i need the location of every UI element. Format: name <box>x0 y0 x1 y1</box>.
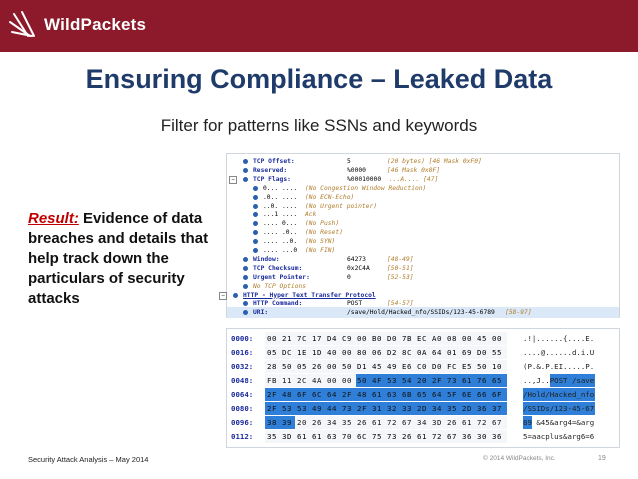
field-value: ...1 .... <box>263 211 298 219</box>
field-note: (No Urgent pointer) <box>305 202 378 210</box>
hex-bytes: 00 21 7C 17 D4 C9 00 B0 D0 7B EC A0 08 00 45 00 <box>267 334 502 343</box>
hex-offset: 0080: <box>231 404 254 413</box>
field-name: TCP Flags: <box>253 175 291 183</box>
hex-bytes: 35 3D 61 61 63 70 6C 75 73 26 61 72 67 36 30 36 <box>267 432 502 441</box>
hex-offset: 0048: <box>231 376 254 385</box>
field-note: (No Congestion Window Reduction) <box>305 184 427 192</box>
field-node-icon <box>243 275 248 280</box>
field-name: HTTP - Hyper Text Transfer Protocol <box>243 291 376 299</box>
field-note: [52-53] <box>387 273 414 281</box>
field-value: ..0. .... <box>263 202 298 210</box>
field-note: No TCP Options <box>253 282 307 290</box>
hex-ascii: .!|......{....E. <box>523 334 595 343</box>
field-value: %0000 <box>347 166 366 174</box>
slide-subtitle: Filter for patterns like SSNs and keywords <box>160 116 478 135</box>
field-note: [46 Mask 0x0F] <box>387 166 441 174</box>
hex-ascii: /SSIDs/123-45-67 <box>523 404 595 413</box>
field-node-icon <box>253 221 258 226</box>
hex-dump-panel[interactable] <box>226 328 620 448</box>
field-node-icon <box>243 284 248 289</box>
field-name: TCP Checksum: <box>253 264 303 272</box>
field-node-icon <box>243 310 248 315</box>
field-name: HTTP Command: <box>253 300 303 308</box>
field-name: Urgent Pointer: <box>253 273 310 281</box>
expand-toggle-icon[interactable]: − <box>219 292 227 300</box>
field-name: TCP Offset: <box>253 158 295 165</box>
field-note: [54-57] <box>387 300 414 308</box>
field-name: Reserved: <box>253 166 288 174</box>
field-note: ...A.... [47] <box>389 175 439 183</box>
logo-icon <box>8 10 42 40</box>
field-note: (No ECN-Echo) <box>305 193 355 201</box>
field-node-icon <box>253 239 258 244</box>
hex-bytes: 28 50 05 26 00 50 D1 45 49 E6 C0 D0 FC E5 50 10 <box>267 362 502 371</box>
hex-row[interactable] <box>227 374 619 387</box>
hex-bytes: 2F 48 6F 6C 64 2F 48 61 63 6B 65 64 5F 6E 66 6F <box>267 390 502 399</box>
hex-row[interactable] <box>227 388 619 401</box>
hex-ascii: ..,J..POST /save <box>523 376 595 385</box>
field-value: .... ..0. <box>263 238 298 246</box>
field-node-icon <box>243 257 248 262</box>
result-text-block <box>28 209 218 309</box>
field-note: [48-49] <box>387 255 414 263</box>
field-note: (No SYN) <box>305 238 336 246</box>
hex-offset: 0096: <box>231 418 254 427</box>
field-value: 0 <box>347 273 351 281</box>
field-value: 5 <box>347 158 351 165</box>
field-node-icon <box>243 301 248 306</box>
field-value: .0.. .... <box>263 193 298 201</box>
field-note: [58-97] <box>505 309 532 317</box>
field-value: 0... .... <box>263 184 298 192</box>
hex-ascii: (P.&.P.EI.....P. <box>523 362 595 371</box>
result-description: Evidence of data breaches and details that help track down the particulars of security attacks <box>28 210 209 307</box>
decode-row[interactable] <box>227 307 619 318</box>
field-node-icon <box>253 186 258 191</box>
field-node-icon <box>233 293 238 298</box>
slide-title: Ensuring Compliance – Leaked Data <box>85 64 553 94</box>
expand-toggle-icon[interactable]: − <box>229 176 237 184</box>
hex-row[interactable] <box>227 416 619 429</box>
hex-offset: 0064: <box>231 390 254 399</box>
hex-ascii: 5=aacplus&arg6=6 <box>523 432 595 441</box>
field-node-icon <box>253 248 258 253</box>
footer-copyright: © 2014 WildPackets, Inc. <box>483 455 556 462</box>
hex-ascii: ....@......d.i.U <box>523 348 595 357</box>
result-label: Result: <box>28 210 79 227</box>
field-node-icon <box>253 195 258 200</box>
field-node-icon <box>253 204 258 209</box>
hex-bytes: 05 DC 1E 1D 40 00 80 06 D2 8C 0A 64 01 69 D0 55 <box>267 348 502 357</box>
packet-decode-panel[interactable] <box>221 153 620 318</box>
field-value: POST <box>347 300 363 308</box>
field-value: .... ...0 <box>263 247 298 254</box>
field-node-icon <box>243 266 248 271</box>
field-value: %00010000 <box>347 175 382 183</box>
field-node-icon <box>253 212 258 217</box>
field-note: (No Reset) <box>305 229 343 237</box>
field-name: URI: <box>253 309 269 317</box>
hex-offset: 0000: <box>231 334 254 343</box>
hex-bytes: FB 11 2C 4A 00 00 50 4F 53 54 20 2F 73 61 76 65 <box>267 376 502 385</box>
hex-row[interactable] <box>227 332 619 345</box>
field-node-icon <box>243 177 248 182</box>
field-note: (No FIN) <box>305 247 336 254</box>
hex-row[interactable] <box>227 360 619 373</box>
hex-ascii: 89 &45&arg4=&arg <box>523 418 595 427</box>
field-note: Ack <box>305 211 317 219</box>
hex-bytes: 38 39 20 26 34 35 26 61 72 67 34 3D 26 61 72 67 <box>267 418 502 427</box>
field-value: .... .0.. <box>263 229 298 237</box>
field-value: /save/Hold/Hacked_nfo/SSIDs/123-45-6789 <box>347 309 495 317</box>
footer-title: Security Attack Analysis – May 2014 <box>28 455 149 464</box>
hex-offset: 0112: <box>231 432 254 441</box>
hex-row[interactable] <box>227 402 619 415</box>
hex-offset: 0016: <box>231 348 254 357</box>
field-name: Window: <box>253 255 280 263</box>
field-value: .... 0... <box>263 220 298 228</box>
hex-offset: 0032: <box>231 362 254 371</box>
field-note: [50-51] <box>387 264 414 272</box>
field-note: (No Push) <box>305 220 340 228</box>
wildpackets-logo <box>8 10 146 40</box>
field-note: (20 bytes) [46 Mask 0xF0] <box>387 158 482 165</box>
field-value: 0x2C4A <box>347 264 370 272</box>
field-node-icon <box>253 230 258 235</box>
hex-ascii: /Hold/Hacked_nfo <box>523 390 595 399</box>
field-node-icon <box>243 168 248 173</box>
hex-row[interactable] <box>227 430 619 443</box>
field-node-icon <box>243 159 248 164</box>
page-number: 19 <box>598 455 606 462</box>
header-bar <box>0 0 638 52</box>
field-value: 64273 <box>347 255 366 263</box>
logo-text: WildPackets <box>44 15 147 34</box>
hex-row[interactable] <box>227 346 619 359</box>
hex-bytes: 2F 53 53 49 44 73 2F 31 32 33 2D 34 35 2D 36 37 <box>267 404 502 413</box>
